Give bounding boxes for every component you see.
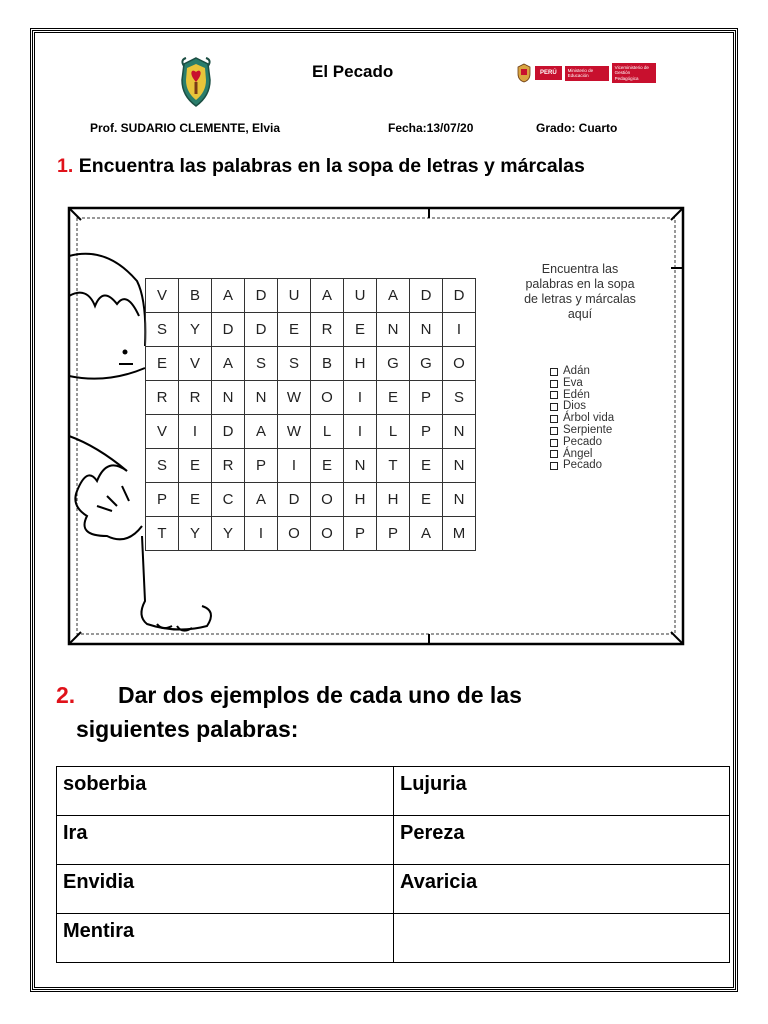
date-label: Fecha:13/07/20 (388, 121, 474, 135)
list-item[interactable]: Serpiente (550, 425, 614, 437)
grid-letter-cell[interactable]: N (410, 313, 443, 347)
grid-row (146, 483, 476, 517)
table-row (57, 914, 730, 963)
answer-table (56, 766, 730, 963)
grid-letter-cell[interactable]: D (410, 279, 443, 313)
grid-letter-cell[interactable]: E (146, 347, 179, 381)
grid-letter-cell[interactable]: A (377, 279, 410, 313)
grid-letter-cell[interactable]: S (278, 347, 311, 381)
grid-letter-cell[interactable]: L (311, 415, 344, 449)
grid-letter-cell[interactable]: I (344, 381, 377, 415)
grid-letter-cell[interactable]: V (146, 415, 179, 449)
grid-letter-cell[interactable]: A (212, 279, 245, 313)
answer-cell[interactable]: Mentira (57, 914, 394, 963)
grid-letter-cell[interactable]: B (179, 279, 212, 313)
grid-letter-cell[interactable]: C (212, 483, 245, 517)
grid-letter-cell[interactable]: P (377, 517, 410, 551)
grid-letter-cell[interactable]: I (344, 415, 377, 449)
word-search-grid (145, 278, 476, 551)
grid-letter-cell[interactable]: D (443, 279, 476, 313)
grid-letter-cell[interactable]: O (278, 517, 311, 551)
grid-letter-cell[interactable]: H (344, 483, 377, 517)
grid-row (146, 313, 476, 347)
checkbox-icon[interactable] (550, 391, 558, 399)
grid-letter-cell[interactable]: E (311, 449, 344, 483)
word-list (550, 366, 614, 472)
grid-letter-cell[interactable]: I (278, 449, 311, 483)
grid-letter-cell[interactable]: U (344, 279, 377, 313)
grid-letter-cell[interactable]: U (278, 279, 311, 313)
grid-letter-cell[interactable]: H (344, 347, 377, 381)
peru-shield-icon (516, 63, 532, 83)
checkbox-icon[interactable] (550, 380, 558, 388)
grid-letter-cell[interactable]: P (344, 517, 377, 551)
grid-letter-cell[interactable]: W (278, 381, 311, 415)
grid-letter-cell[interactable]: P (410, 415, 443, 449)
list-item[interactable]: Ángel (550, 449, 614, 461)
checkbox-icon[interactable] (550, 450, 558, 458)
grid-letter-cell[interactable]: D (212, 415, 245, 449)
grid-row (146, 347, 476, 381)
question-1-number: 1. (57, 155, 74, 177)
grid-letter-cell[interactable]: G (410, 347, 443, 381)
grid-row (146, 381, 476, 415)
grid-letter-cell[interactable]: P (245, 449, 278, 483)
grid-letter-cell[interactable]: S (146, 313, 179, 347)
teacher-name: Prof. SUDARIO CLEMENTE, Elvia (90, 121, 281, 135)
ministry-logo (516, 62, 656, 84)
grid-letter-cell[interactable]: P (410, 381, 443, 415)
grid-letter-cell[interactable]: A (311, 279, 344, 313)
school-logo-icon (178, 56, 214, 108)
grid-letter-cell[interactable]: E (377, 381, 410, 415)
list-item[interactable]: Eva (550, 378, 614, 390)
answer-cell[interactable]: soberbia (57, 767, 394, 816)
answer-cell[interactable] (394, 914, 730, 963)
grid-letter-cell[interactable]: O (311, 483, 344, 517)
answer-cell[interactable]: Ira (57, 816, 394, 865)
grid-row (146, 279, 476, 313)
grid-letter-cell[interactable]: N (377, 313, 410, 347)
page-title: El Pecado (312, 62, 394, 81)
grid-letter-cell[interactable]: T (377, 449, 410, 483)
grid-letter-cell[interactable]: E (410, 483, 443, 517)
answer-cell[interactable]: Avaricia (394, 865, 730, 914)
grid-letter-cell[interactable]: O (311, 381, 344, 415)
list-item[interactable]: Adán (550, 366, 614, 378)
list-item[interactable]: Edén (550, 390, 614, 402)
grid-letter-cell[interactable]: P (146, 483, 179, 517)
list-item[interactable]: Árbol vida (550, 413, 614, 425)
list-item[interactable]: Dios (550, 401, 614, 413)
answer-cell[interactable]: Pereza (394, 816, 730, 865)
grid-letter-cell[interactable]: Y (212, 517, 245, 551)
ministry-label: Ministerio de Educación (565, 66, 609, 81)
question-1 (57, 155, 585, 178)
grid-letter-cell[interactable]: M (443, 517, 476, 551)
grid-letter-cell[interactable]: A (212, 347, 245, 381)
question-2-number: 2. (56, 682, 76, 708)
grid-letter-cell[interactable]: I (179, 415, 212, 449)
question-1-text: Encuentra las palabras en la sopa de letras y márcalas (78, 155, 585, 177)
grid-letter-cell[interactable]: S (146, 449, 179, 483)
table-row (57, 865, 730, 914)
grid-letter-cell[interactable]: E (179, 449, 212, 483)
grid-letter-cell[interactable]: N (443, 483, 476, 517)
list-item[interactable]: Pecado (550, 460, 614, 472)
grid-letter-cell[interactable]: R (179, 381, 212, 415)
grid-letter-cell[interactable]: S (245, 347, 278, 381)
grid-letter-cell[interactable]: H (377, 483, 410, 517)
grid-letter-cell[interactable]: I (245, 517, 278, 551)
grid-letter-cell[interactable]: O (443, 347, 476, 381)
grid-letter-cell[interactable]: N (344, 449, 377, 483)
grid-letter-cell[interactable]: E (179, 483, 212, 517)
checkbox-icon[interactable] (550, 368, 558, 376)
grid-letter-cell[interactable]: E (410, 449, 443, 483)
grid-letter-cell[interactable]: I (443, 313, 476, 347)
grid-row (146, 415, 476, 449)
grid-letter-cell[interactable]: N (212, 381, 245, 415)
grid-letter-cell[interactable]: V (179, 347, 212, 381)
grid-row (146, 517, 476, 551)
table-row (57, 816, 730, 865)
word-search-instructions: Encuentra las palabras en la sopa de letras y márcalas aquí (524, 262, 636, 321)
checkbox-icon[interactable] (550, 439, 558, 447)
grid-letter-cell[interactable]: R (212, 449, 245, 483)
grid-letter-cell[interactable]: W (278, 415, 311, 449)
grade-label: Grado: Cuarto (536, 121, 618, 135)
grid-letter-cell[interactable]: R (311, 313, 344, 347)
grid-letter-cell[interactable]: N (245, 381, 278, 415)
checkbox-icon[interactable] (550, 415, 558, 423)
checkbox-icon[interactable] (550, 427, 558, 435)
grid-letter-cell[interactable]: N (443, 415, 476, 449)
viceministry-label: Viceministerio de Gestión Pedagógica (612, 63, 656, 84)
grid-letter-cell[interactable]: A (245, 483, 278, 517)
grid-letter-cell[interactable]: O (311, 517, 344, 551)
grid-letter-cell[interactable]: Y (179, 313, 212, 347)
answer-cell[interactable]: Lujuria (394, 767, 730, 816)
table-row (57, 767, 730, 816)
grid-letter-cell[interactable]: D (245, 313, 278, 347)
grid-letter-cell[interactable]: N (443, 449, 476, 483)
grid-letter-cell[interactable]: B (311, 347, 344, 381)
question-2-line2: siguientes palabras: (76, 716, 299, 742)
grid-letter-cell[interactable]: L (377, 415, 410, 449)
grid-letter-cell[interactable]: D (212, 313, 245, 347)
question-2-line1: Dar dos ejemplos de cada uno de las (118, 682, 522, 708)
checkbox-icon[interactable] (550, 403, 558, 411)
grid-letter-cell[interactable]: A (410, 517, 443, 551)
grid-letter-cell[interactable]: A (245, 415, 278, 449)
grid-letter-cell[interactable]: Y (179, 517, 212, 551)
list-item[interactable]: Pecado (550, 437, 614, 449)
grid-letter-cell[interactable]: G (377, 347, 410, 381)
grid-row (146, 449, 476, 483)
grid-letter-cell[interactable]: E (344, 313, 377, 347)
grid-letter-cell[interactable]: T (146, 517, 179, 551)
peru-label: PERÚ (535, 66, 562, 80)
checkbox-icon[interactable] (550, 462, 558, 470)
answer-cell[interactable]: Envidia (57, 865, 394, 914)
grid-letter-cell[interactable]: V (146, 279, 179, 313)
question-2 (56, 678, 522, 746)
grid-letter-cell[interactable]: D (278, 483, 311, 517)
grid-letter-cell[interactable]: R (146, 381, 179, 415)
grid-letter-cell[interactable]: D (245, 279, 278, 313)
grid-letter-cell[interactable]: S (443, 381, 476, 415)
grid-letter-cell[interactable]: E (278, 313, 311, 347)
